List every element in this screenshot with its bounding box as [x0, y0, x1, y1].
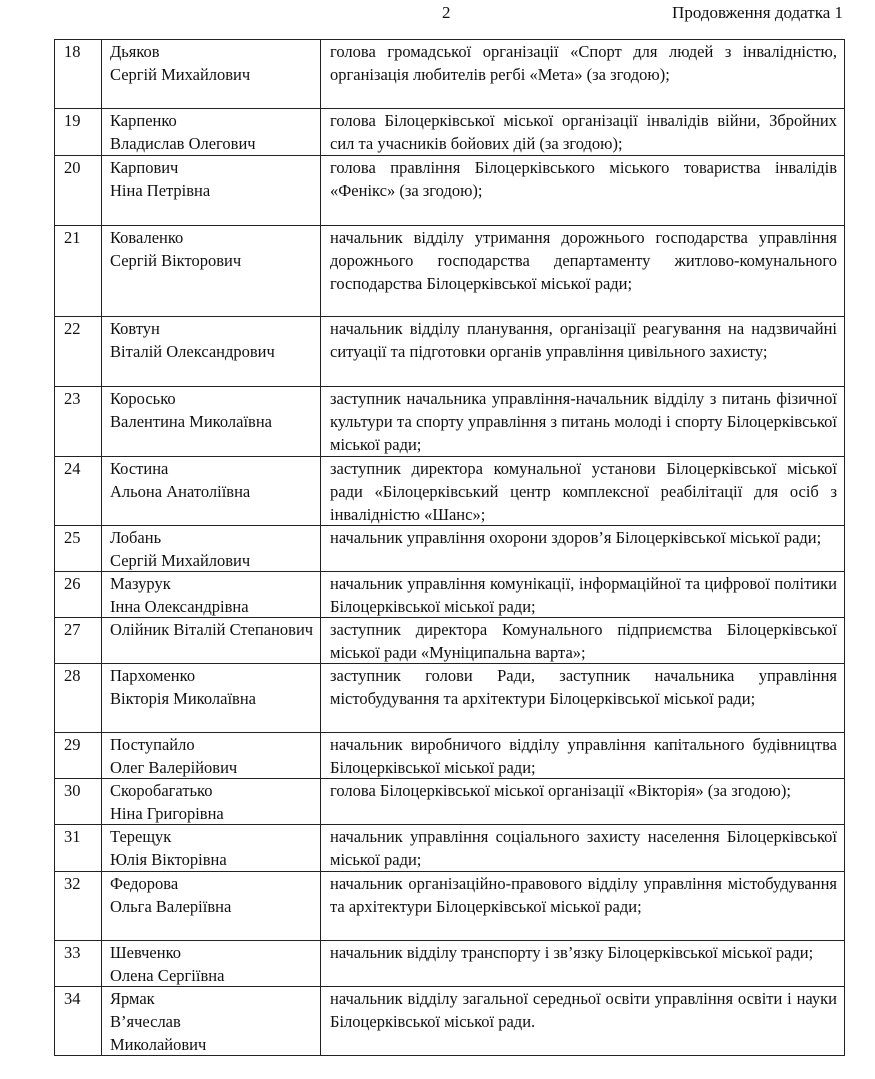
- row-number: 19: [55, 109, 102, 155]
- page-number: 2: [442, 3, 451, 22]
- member-name: Карпович Ніна Петрівна: [102, 156, 321, 225]
- row-number: 24: [55, 457, 102, 525]
- row-number: 32: [55, 872, 102, 940]
- member-position: начальник виробничого відділу управління капітального будівництва Білоцерківської міської ради;: [330, 735, 837, 777]
- table-row: [55, 618, 844, 664]
- member-position: начальник управління соціального захисту населення Білоцерківської міської ради;: [330, 827, 837, 869]
- member-name: Скоробагатько Ніна Григорівна: [102, 779, 321, 824]
- table-row: [55, 872, 844, 941]
- member-position: начальник відділу утримання дорожнього господарства управління дорожнього господарства департаменту житлово-комунального господарства Білоцерківської міської ради;: [330, 228, 837, 293]
- member-name: Олійник Віталій Степанович: [102, 618, 321, 663]
- member-name: Терещук Юлія Вікторівна: [102, 825, 321, 871]
- row-number: 30: [55, 779, 102, 824]
- member-name: Коваленко Сергій Вікторович: [102, 226, 321, 316]
- table-row: [55, 457, 844, 526]
- table-row: [55, 664, 844, 733]
- member-name: Шевченко Олена Сергіївна: [102, 941, 321, 986]
- row-number: 25: [55, 526, 102, 571]
- row-number: 28: [55, 664, 102, 732]
- member-position: начальник відділу загальної середньої освіти управління освіти і науки Білоцерківської міської ради.: [330, 989, 837, 1031]
- table-row: [55, 572, 844, 618]
- member-name: Костина Альона Анатоліївна: [102, 457, 321, 525]
- table-row: [55, 526, 844, 572]
- table-row: [55, 987, 844, 1055]
- table-row: [55, 226, 844, 317]
- member-position: голова Білоцерківської міської організації «Вікторія» (за згодою);: [330, 781, 791, 800]
- table-row: [55, 779, 844, 825]
- page-header: [0, 3, 875, 27]
- member-position: начальник управління комунікації, інформаційної та цифрової політики Білоцерківської міської ради;: [330, 574, 837, 616]
- member-position: начальник управління охорони здоров’я Білоцерківської міської ради;: [330, 528, 822, 547]
- table-row: [55, 109, 844, 156]
- continuation-label: Продовження додатка 1: [672, 3, 843, 22]
- table-row: [55, 317, 844, 387]
- member-name: Коросько Валентина Миколаївна: [102, 387, 321, 456]
- member-position: заступник голови Ради, заступник начальника управління містобудування та архітектури Білоцерківської міської ради;: [330, 666, 837, 708]
- table-row: [55, 156, 844, 226]
- member-position: заступник директора Комунального підприємства Білоцерківської міської ради «Муніципальна варта»;: [330, 620, 837, 662]
- row-number: 18: [55, 40, 102, 108]
- table-row: [55, 40, 844, 109]
- member-position: начальник організаційно-правового відділу управління містобудування та архітектури Білоцерківської міської ради;: [330, 874, 837, 916]
- member-position: голова правління Білоцерківського міського товариства інвалідів «Фенікс» (за згодою);: [330, 158, 837, 200]
- row-number: 23: [55, 387, 102, 456]
- member-position: заступник начальника управління-начальник відділу з питань фізичної культури та спорту управління з питань молоді і спорту Білоцерківської міської ради;: [330, 389, 837, 454]
- member-name: Дьяков Сергій Михайлович: [102, 40, 321, 108]
- row-number: 27: [55, 618, 102, 663]
- row-number: 29: [55, 733, 102, 778]
- member-name: Поступайло Олег Валерійович: [102, 733, 321, 778]
- member-position: заступник директора комунальної установи Білоцерківської міської ради «Білоцерківський центр комплексної реабілітації для осіб з інвалідністю «Шанс»;: [330, 459, 837, 524]
- row-number: 20: [55, 156, 102, 225]
- member-name: Федорова Ольга Валеріївна: [102, 872, 321, 940]
- table-row: [55, 941, 844, 987]
- member-position: голова громадської організації «Спорт для людей з інвалідністю, організація любителів регбі «Мета» (за згодою);: [330, 42, 837, 84]
- member-name: Карпенко Владислав Олегович: [102, 109, 321, 155]
- row-number: 34: [55, 987, 102, 1055]
- member-name: Ковтун Віталій Олександрович: [102, 317, 321, 386]
- row-number: 22: [55, 317, 102, 386]
- table-row: [55, 733, 844, 779]
- table-row: [55, 825, 844, 872]
- table-row: [55, 387, 844, 457]
- member-name: Лобань Сергій Михайлович: [102, 526, 321, 571]
- row-number: 33: [55, 941, 102, 986]
- member-name: Пархоменко Вікторія Миколаївна: [102, 664, 321, 732]
- row-number: 31: [55, 825, 102, 871]
- member-position: голова Білоцерківської міської організації інвалідів війни, Збройних сил та учасників бойових дій (за згодою);: [330, 111, 837, 153]
- member-name: Ярмак В’ячеслав Миколайович: [102, 987, 321, 1055]
- member-position: начальник відділу планування, організації реагування на надзвичайні ситуації та підготовки органів управління цивільного захисту;: [330, 319, 837, 361]
- row-number: 21: [55, 226, 102, 316]
- member-name: Мазурук Інна Олександрівна: [102, 572, 321, 617]
- members-table: [54, 39, 845, 1056]
- row-number: 26: [55, 572, 102, 617]
- member-position: начальник відділу транспорту і зв’язку Білоцерківської міської ради;: [330, 943, 814, 962]
